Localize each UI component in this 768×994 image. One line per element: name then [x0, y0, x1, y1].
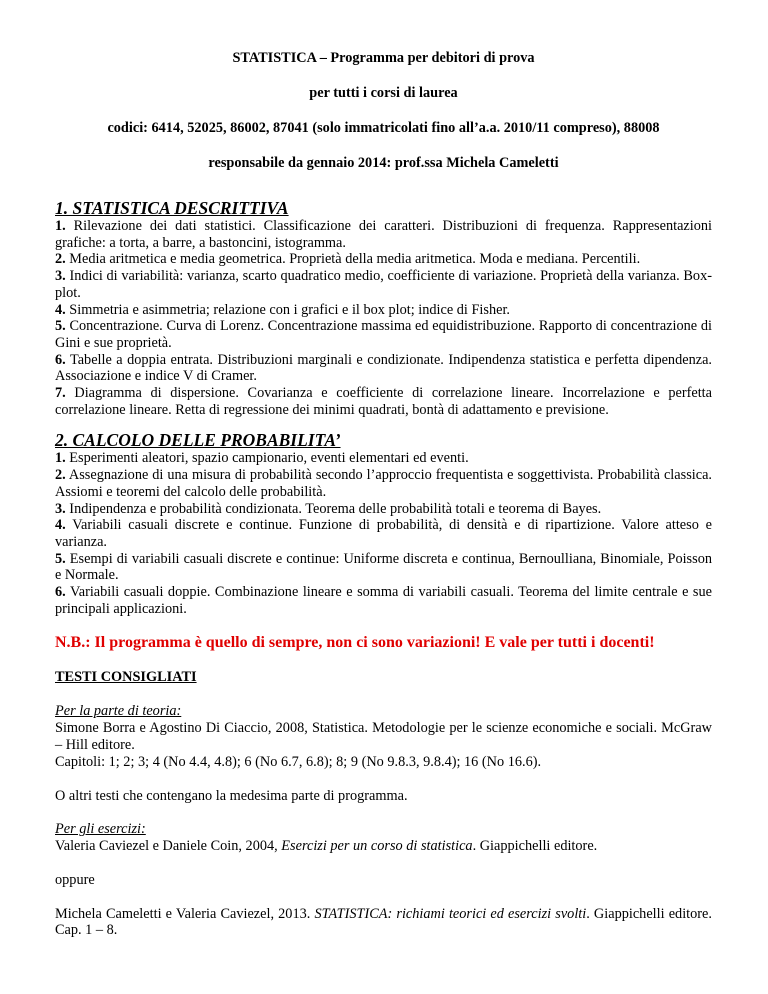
item-text: Media aritmetica e media geometrica. Proprietà della media aritmetica. Moda e mediana. Percentili.	[65, 251, 641, 268]
header-courses: per tutti i corsi di laurea	[309, 85, 458, 101]
header-responsible: responsabile da gennaio 2014: prof.ssa Michela Cameletti	[208, 155, 559, 171]
alt-authors: Michela Cameletti e Valeria Caviezel, 2013.	[55, 905, 315, 922]
list-item	[55, 302, 712, 319]
item-number: 2.	[55, 467, 66, 484]
item-number: 3.	[55, 268, 66, 285]
item-text: Indipendenza e probabilità condizionata. Teorema delle probabilità totali e teorema di Bayes.	[65, 500, 602, 517]
item-text: Esperimenti aleatori, spazio campionario, eventi elementari ed eventi.	[65, 450, 469, 467]
section-title-descrittiva: 1. STATISTICA DESCRITTIVA	[55, 198, 289, 218]
oppure-text: oppure	[55, 871, 95, 888]
alternative-reference	[55, 906, 712, 939]
item-text: Diagramma di dispersione. Covarianza e coefficiente di correlazione lineare. Incorrelazione e perfetta correlazione lineare. Retta di regressione dei minimi quadrati, bontà di adattamento e previsione.	[55, 385, 712, 418]
testi-consigliati-heading: TESTI CONSIGLIATI	[55, 669, 197, 686]
esercizi-label: Per gli esercizi:	[55, 821, 146, 838]
list-item	[55, 251, 712, 268]
item-text: Tabelle a doppia entrata. Distribuzioni marginali e condizionate. Indipendenza statistica e perfetta dipendenza. Associazione e indice V di Cramer.	[55, 351, 712, 385]
alternative-reference-block	[55, 906, 712, 939]
item-text: Indici di variabilità: varianza, scarto quadratico medio, coefficiente di variazione. Proprietà della varianza. Box-plot.	[55, 268, 712, 301]
item-text: Variabili casuali discrete e continue. Funzione di probabilità, di densità e di ripartizione. Valore atteso e varianza.	[55, 517, 712, 550]
list-item	[55, 385, 712, 418]
item-text: Variabili casuali doppie. Combinazione lineare e somma di variabili casuali. Teorema del limite centrale e sue principali applicazioni.	[55, 584, 712, 617]
teoria-chapters: Capitoli: 1; 2; 3; 4 (No 4.4, 4.8); 6 (No 6.7, 6.8); 8; 9 (No 9.8.3, 9.8.4); 16 (No 16.6).	[55, 753, 542, 770]
esercizi-block	[55, 821, 712, 855]
item-number: 4.	[55, 517, 66, 534]
teoria-block	[55, 703, 712, 770]
item-number: 1.	[55, 218, 66, 234]
altri-testi-text: O altri testi che contengano la medesima parte di programma.	[55, 787, 408, 804]
esercizi-reference	[55, 838, 712, 855]
item-number: 4.	[55, 301, 66, 318]
list-item	[55, 517, 712, 550]
list-item	[55, 551, 712, 584]
section-probabilita-list	[55, 450, 712, 617]
list-item	[55, 467, 712, 500]
oppure-block	[55, 872, 712, 889]
esercizi-book-title: Esercizi per un corso di statistica	[281, 838, 473, 855]
list-item	[55, 268, 712, 301]
item-number: 7.	[55, 385, 66, 402]
list-item	[55, 218, 712, 251]
item-text: Simmetria e asimmetria; relazione con i grafici e il box plot; indice di Fisher.	[65, 301, 511, 318]
item-text: Assegnazione di una misura di probabilità secondo l’approccio frequentista e soggettivista. Probabilità classica. Assiomi e teoremi del calcolo delle probabilità.	[55, 467, 712, 500]
item-number: 1.	[55, 450, 66, 467]
header-codes: codici: 6414, 52025, 86002, 87041 (solo immatricolati fino all’a.a. 2010/11 compreso), 88008	[107, 120, 660, 136]
esercizi-publisher: . Giappichelli editore.	[472, 838, 598, 855]
altri-testi-block	[55, 788, 712, 805]
item-text: Esempi di variabili casuali discrete e continue: Uniforme discreta e continua, Bernoulliana, Binomiale, Poisson e Normale.	[55, 550, 712, 584]
section-title-probabilita: 2. CALCOLO DELLE PROBABILITA’	[55, 430, 341, 451]
item-number: 6.	[55, 584, 66, 601]
list-item	[55, 501, 712, 518]
alt-book-title: STATISTICA: richiami teorici ed esercizi svolti	[314, 905, 587, 922]
note-warning: N.B.: Il programma è quello di sempre, non ci sono variazioni! E vale per tutti i docenti!	[55, 634, 655, 652]
header-title: STATISTICA – Programma per debitori di prova	[232, 50, 535, 66]
item-number: 6.	[55, 351, 66, 368]
item-number: 2.	[55, 251, 66, 268]
item-number: 5.	[55, 318, 66, 335]
esercizi-authors: Valeria Caviezel e Daniele Coin, 2004,	[55, 838, 282, 855]
item-number: 5.	[55, 550, 66, 567]
item-text: Concentrazione. Curva di Lorenz. Concentrazione massima ed equidistribuzione. Rapporto di concentrazione di Gini e sue proprietà.	[55, 318, 712, 351]
section-descrittiva-list	[55, 218, 712, 418]
list-item	[55, 584, 712, 617]
teoria-label: Per la parte di teoria:	[55, 703, 182, 720]
list-item	[55, 352, 712, 385]
alt-publisher: . Giappichelli editore. Cap. 1 – 8.	[55, 905, 712, 939]
item-number: 3.	[55, 500, 66, 517]
item-text: Rilevazione dei dati statistici. Classificazione dei caratteri. Distribuzioni di frequenza. Rappresentazioni grafiche: a torta, a barre, a bastoncini, istogramma.	[55, 218, 712, 251]
list-item	[55, 318, 712, 351]
teoria-reference: Simone Borra e Agostino Di Ciaccio, 2008, Statistica. Metodologie per le scienze economiche e sociali. McGraw – Hill editore.	[55, 720, 712, 754]
list-item	[55, 450, 712, 467]
